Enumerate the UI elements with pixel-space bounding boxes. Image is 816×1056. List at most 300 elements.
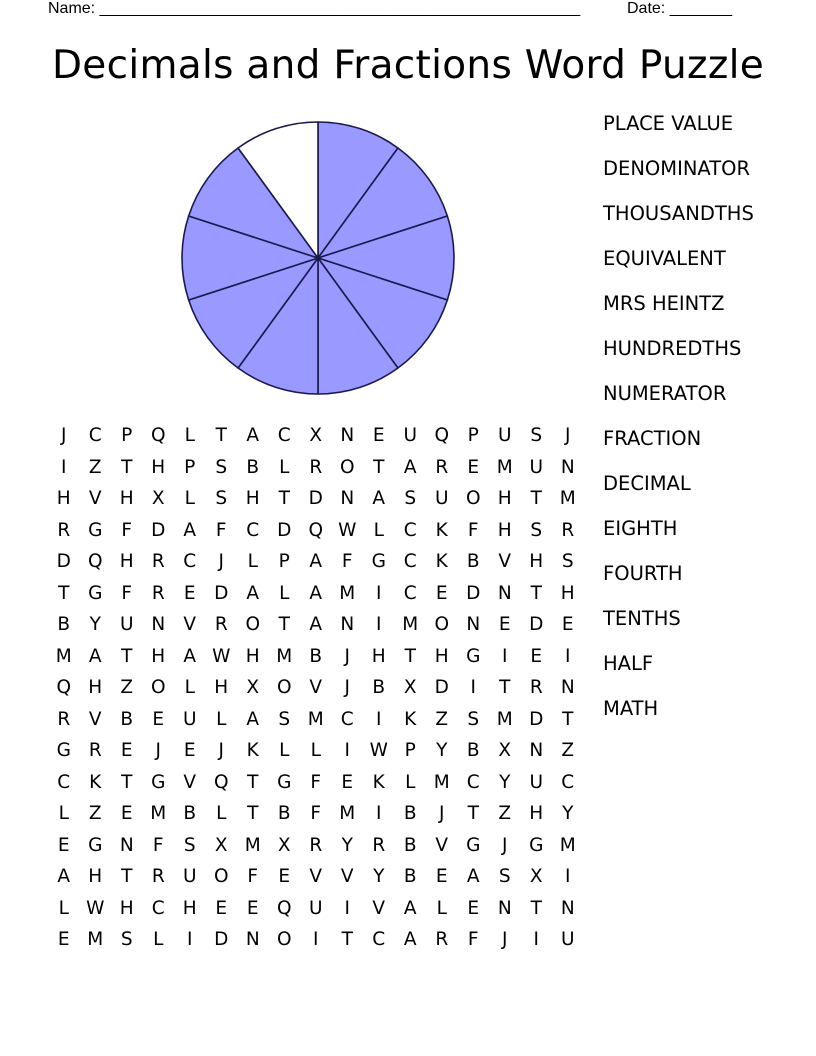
grid-letter: Z: [88, 456, 102, 478]
grid-letter: C: [561, 771, 575, 793]
grid-letter: O: [434, 614, 450, 635]
grid-letter: L: [58, 897, 69, 919]
grid-letter: B: [403, 866, 417, 887]
word-list-item: THOUSANDTHS: [603, 202, 754, 225]
grid-letter: E: [120, 740, 133, 761]
grid-letter: T: [278, 488, 290, 509]
grid-letter: D: [151, 519, 166, 541]
grid-letter: I: [61, 456, 67, 478]
grid-letter: V: [340, 866, 354, 887]
grid-letter: T: [373, 456, 385, 478]
grid-letter: N: [560, 897, 575, 919]
grid-letter: N: [560, 677, 575, 698]
grid-letter: H: [434, 645, 449, 667]
grid-letter: B: [277, 803, 291, 824]
grid-letter: R: [88, 740, 102, 761]
grid-letter: A: [88, 645, 102, 667]
grid-letter: U: [560, 929, 575, 950]
grid-letter: F: [247, 866, 259, 887]
grid-letter: O: [276, 929, 292, 950]
grid-letter: H: [497, 488, 512, 509]
grid-letter: Q: [308, 519, 324, 541]
word-list-item: HALF: [603, 652, 654, 675]
grid-letter: S: [530, 519, 543, 541]
grid-letter: E: [57, 929, 70, 950]
grid-letter: N: [245, 929, 260, 950]
word-list-item: MRS HEINTZ: [603, 292, 725, 315]
grid-letter: Q: [276, 897, 292, 919]
grid-letter: I: [376, 582, 382, 604]
grid-letter: U: [119, 614, 134, 635]
grid-letter: K: [404, 708, 417, 730]
grid-letter: C: [246, 519, 260, 541]
grid-letter: G: [56, 740, 71, 761]
grid-letter: R: [214, 614, 228, 635]
grid-letter: B: [309, 645, 323, 667]
grid-letter: O: [465, 488, 481, 509]
grid-letter: G: [371, 551, 386, 572]
grid-letter: G: [88, 834, 103, 856]
grid-letter: F: [341, 551, 353, 572]
grid-letter: Q: [87, 551, 103, 572]
grid-letter: L: [310, 740, 321, 761]
grid-letter: Q: [434, 425, 450, 446]
grid-letter: C: [403, 582, 417, 604]
grid-letter: D: [214, 929, 229, 950]
grid-letter: O: [245, 614, 261, 635]
grid-letter: S: [278, 708, 291, 730]
grid-letter: U: [182, 708, 197, 730]
word-list-item: EQUIVALENT: [603, 247, 726, 270]
grid-letter: I: [502, 645, 508, 667]
grid-letter: D: [214, 582, 229, 604]
grid-letter: J: [344, 645, 350, 667]
grid-letter: L: [216, 708, 227, 730]
grid-letter: I: [376, 803, 382, 824]
grid-letter: G: [529, 834, 544, 856]
grid-letter: Y: [89, 614, 101, 635]
grid-letter: T: [58, 582, 70, 604]
grid-letter: L: [279, 582, 290, 604]
grid-letter: K: [372, 771, 385, 793]
word-list-item: DECIMAL: [603, 472, 691, 495]
grid-letter: F: [215, 519, 227, 541]
grid-letter: L: [184, 677, 195, 698]
grid-letter: E: [152, 708, 165, 730]
grid-letter: R: [561, 519, 575, 541]
grid-letter: S: [561, 551, 574, 572]
fraction-pie-chart: [176, 116, 460, 400]
grid-letter: E: [435, 582, 448, 604]
letter-grid: [48, 420, 584, 956]
grid-letter: T: [121, 866, 133, 887]
grid-letter: A: [183, 645, 197, 667]
grid-letter: H: [56, 488, 71, 509]
grid-letter: G: [88, 582, 103, 604]
grid-letter: A: [372, 488, 386, 509]
grid-letter: M: [339, 582, 356, 604]
grid-letter: T: [121, 456, 133, 478]
grid-letter: Z: [120, 677, 134, 698]
grid-letter: R: [151, 551, 165, 572]
grid-letter: T: [499, 677, 511, 698]
grid-letter: D: [277, 519, 292, 541]
grid-letter: T: [562, 708, 574, 730]
grid-letter: D: [529, 708, 544, 730]
grid-letter: Y: [499, 771, 511, 793]
grid-letter: E: [57, 834, 70, 856]
grid-letter: L: [373, 519, 384, 541]
grid-letter: J: [344, 677, 350, 698]
grid-letter: Z: [435, 708, 449, 730]
grid-letter: B: [372, 677, 386, 698]
grid-letter: D: [529, 614, 544, 635]
grid-letter: P: [121, 425, 133, 446]
grid-letter: B: [466, 740, 480, 761]
grid-letter: K: [435, 551, 448, 572]
grid-letter: B: [246, 456, 260, 478]
grid-letter: N: [340, 614, 355, 635]
grid-letter: X: [498, 740, 512, 761]
page-title: Decimals and Fractions Word Puzzle: [51, 43, 765, 88]
grid-letter: O: [213, 866, 229, 887]
grid-letter: H: [371, 645, 386, 667]
grid-letter: F: [310, 803, 322, 824]
grid-letter: X: [529, 866, 543, 887]
grid-letter: Z: [88, 803, 102, 824]
grid-letter: A: [403, 456, 417, 478]
grid-letter: I: [565, 645, 571, 667]
grid-letter: E: [120, 803, 133, 824]
grid-letter: V: [183, 771, 197, 793]
grid-letter: M: [87, 929, 104, 950]
grid-letter: X: [277, 834, 291, 856]
grid-letter: D: [56, 551, 71, 572]
grid-letter: Y: [341, 834, 353, 856]
grid-letter: A: [309, 614, 323, 635]
grid-letter: I: [470, 677, 476, 698]
grid-letter: L: [279, 456, 290, 478]
grid-letter: G: [151, 771, 166, 793]
grid-letter: X: [403, 677, 417, 698]
grid-letter: T: [341, 929, 353, 950]
grid-letter: R: [57, 519, 71, 541]
grid-letter: V: [372, 897, 386, 919]
grid-letter: D: [466, 582, 481, 604]
grid-letter: N: [119, 834, 134, 856]
grid-letter: V: [435, 834, 449, 856]
grid-letter: A: [246, 425, 260, 446]
grid-letter: J: [565, 425, 571, 446]
grid-letter: F: [152, 834, 164, 856]
grid-letter: M: [276, 645, 293, 667]
grid-letter: I: [533, 929, 539, 950]
grid-letter: C: [88, 425, 102, 446]
grid-letter: A: [309, 582, 323, 604]
grid-letter: Y: [373, 866, 385, 887]
grid-letter: S: [215, 488, 228, 509]
grid-letter: D: [308, 488, 323, 509]
grid-letter: M: [402, 614, 419, 635]
grid-letter: C: [183, 551, 197, 572]
grid-letter: E: [341, 771, 354, 793]
grid-letter: U: [403, 425, 418, 446]
grid-letter: M: [559, 834, 576, 856]
grid-letter: V: [88, 488, 102, 509]
grid-letter: M: [307, 708, 324, 730]
grid-letter: T: [247, 771, 259, 793]
grid-letter: L: [216, 803, 227, 824]
grid-letter: U: [529, 456, 544, 478]
grid-letter: Z: [561, 740, 575, 761]
grid-letter: I: [376, 708, 382, 730]
grid-letter: E: [561, 614, 574, 635]
grid-letter: H: [119, 488, 134, 509]
word-list-item: FRACTION: [603, 427, 702, 450]
grid-letter: E: [467, 897, 480, 919]
grid-letter: W: [338, 519, 357, 541]
grid-letter: B: [403, 834, 417, 856]
grid-letter: I: [565, 866, 571, 887]
grid-letter: Q: [56, 677, 72, 698]
grid-letter: T: [530, 582, 542, 604]
grid-letter: A: [309, 551, 323, 572]
grid-letter: S: [498, 866, 511, 887]
grid-letter: E: [498, 614, 511, 635]
grid-letter: C: [372, 929, 386, 950]
grid-letter: P: [467, 425, 479, 446]
grid-letter: R: [151, 866, 165, 887]
grid-letter: C: [466, 771, 480, 793]
grid-letter: H: [529, 551, 544, 572]
grid-letter: R: [309, 456, 323, 478]
grid-letter: A: [466, 866, 480, 887]
grid-letter: B: [57, 614, 71, 635]
grid-letter: N: [497, 897, 512, 919]
grid-letter: U: [529, 771, 544, 793]
grid-letter: W: [369, 740, 388, 761]
grid-letter: J: [439, 803, 445, 824]
word-list-item: MATH: [603, 697, 659, 720]
grid-letter: O: [339, 456, 355, 478]
grid-letter: B: [403, 803, 417, 824]
grid-letter: K: [89, 771, 102, 793]
grid-letter: M: [150, 803, 167, 824]
grid-letter: S: [530, 425, 543, 446]
grid-letter: T: [530, 488, 542, 509]
grid-letter: X: [309, 425, 323, 446]
grid-letter: S: [467, 708, 480, 730]
grid-letter: N: [560, 456, 575, 478]
word-list: [603, 106, 803, 736]
grid-letter: P: [184, 456, 196, 478]
grid-letter: M: [496, 708, 513, 730]
grid-letter: R: [435, 456, 449, 478]
grid-letter: W: [86, 897, 105, 919]
grid-letter: E: [215, 897, 228, 919]
grid-letter: H: [151, 645, 166, 667]
grid-letter: B: [183, 803, 197, 824]
grid-letter: R: [57, 708, 71, 730]
grid-letter: J: [155, 740, 161, 761]
grid-letter: Y: [562, 803, 574, 824]
grid-letter: E: [246, 897, 259, 919]
grid-letter: E: [530, 645, 543, 667]
grid-letter: T: [278, 614, 290, 635]
word-list-item: EIGHTH: [603, 517, 678, 540]
grid-letter: X: [246, 677, 260, 698]
grid-letter: H: [245, 645, 260, 667]
date-field-label: Date: _______: [627, 0, 732, 17]
word-list-item: NUMERATOR: [603, 382, 727, 405]
grid-letter: M: [339, 803, 356, 824]
grid-letter: T: [530, 897, 542, 919]
grid-letter: E: [278, 866, 291, 887]
grid-letter: B: [466, 551, 480, 572]
grid-letter: J: [61, 425, 67, 446]
grid-letter: I: [344, 897, 350, 919]
grid-letter: C: [340, 708, 354, 730]
grid-letter: H: [119, 897, 134, 919]
grid-letter: H: [245, 488, 260, 509]
grid-letter: M: [559, 488, 576, 509]
grid-letter: R: [309, 834, 323, 856]
grid-letter: H: [497, 519, 512, 541]
grid-letter: M: [55, 645, 72, 667]
grid-letter: A: [57, 866, 71, 887]
grid-letter: S: [215, 456, 228, 478]
grid-letter: Y: [436, 740, 448, 761]
word-list-item: FOURTH: [603, 562, 683, 585]
grid-letter: G: [277, 771, 292, 793]
grid-letter: C: [403, 519, 417, 541]
grid-letter: L: [405, 771, 416, 793]
grid-letter: V: [498, 551, 512, 572]
grid-letter: H: [214, 677, 229, 698]
grid-letter: G: [466, 645, 481, 667]
grid-letter: E: [435, 866, 448, 887]
grid-letter: H: [529, 803, 544, 824]
grid-letter: X: [151, 488, 165, 509]
grid-letter: K: [435, 519, 448, 541]
grid-letter: W: [212, 645, 231, 667]
grid-letter: U: [497, 425, 512, 446]
grid-letter: M: [496, 456, 513, 478]
grid-letter: F: [467, 929, 479, 950]
grid-letter: R: [372, 834, 386, 856]
grid-letter: E: [183, 582, 196, 604]
header-line: [48, 0, 748, 20]
grid-letter: N: [466, 614, 481, 635]
grid-letter: H: [119, 551, 134, 572]
grid-letter: I: [344, 740, 350, 761]
grid-letter: Q: [213, 771, 229, 793]
grid-letter: C: [277, 425, 291, 446]
grid-letter: T: [247, 803, 259, 824]
grid-letter: J: [218, 551, 224, 572]
grid-letter: C: [403, 551, 417, 572]
grid-letter: N: [151, 614, 166, 635]
grid-letter: S: [120, 929, 133, 950]
grid-letter: H: [151, 456, 166, 478]
grid-letter: I: [313, 929, 319, 950]
grid-letter: K: [246, 740, 259, 761]
grid-letter: H: [182, 897, 197, 919]
grid-letter: T: [404, 645, 416, 667]
grid-letter: H: [560, 582, 575, 604]
grid-letter: A: [246, 708, 260, 730]
grid-letter: O: [276, 677, 292, 698]
grid-letter: R: [529, 677, 543, 698]
grid-letter: P: [278, 551, 290, 572]
grid-letter: G: [466, 834, 481, 856]
grid-letter: D: [434, 677, 449, 698]
grid-letter: L: [58, 803, 69, 824]
grid-letter: Z: [498, 803, 512, 824]
grid-letter: N: [340, 488, 355, 509]
grid-letter: I: [187, 929, 193, 950]
grid-letter: F: [121, 519, 133, 541]
word-list-item: TENTHS: [603, 607, 681, 630]
grid-letter: P: [404, 740, 416, 761]
grid-letter: N: [529, 740, 544, 761]
grid-letter: J: [502, 834, 508, 856]
grid-letter: H: [88, 866, 103, 887]
word-list-item: HUNDREDTHS: [603, 337, 742, 360]
grid-letter: C: [151, 897, 165, 919]
grid-letter: L: [247, 551, 258, 572]
grid-letter: L: [436, 897, 447, 919]
grid-letter: L: [184, 488, 195, 509]
grid-letter: B: [120, 708, 134, 730]
grid-letter: T: [215, 425, 227, 446]
grid-letter: E: [467, 456, 480, 478]
grid-letter: U: [308, 897, 323, 919]
grid-letter: L: [153, 929, 164, 950]
grid-letter: H: [88, 677, 103, 698]
grid-letter: M: [244, 834, 261, 856]
grid-letter: L: [279, 740, 290, 761]
grid-letter: G: [88, 519, 103, 541]
grid-letter: N: [340, 425, 355, 446]
grid-letter: O: [150, 677, 166, 698]
grid-letter: V: [183, 614, 197, 635]
grid-letter: I: [376, 614, 382, 635]
grid-letter: A: [183, 519, 197, 541]
grid-letter: A: [246, 582, 260, 604]
grid-letter: V: [309, 677, 323, 698]
grid-letter: E: [372, 425, 385, 446]
word-list-item: PLACE VALUE: [603, 112, 734, 135]
grid-letter: N: [497, 582, 512, 604]
grid-letter: A: [403, 897, 417, 919]
grid-letter: T: [467, 803, 479, 824]
grid-letter: L: [184, 425, 195, 446]
grid-letter: S: [404, 488, 417, 509]
grid-letter: Q: [150, 425, 166, 446]
grid-letter: S: [183, 834, 196, 856]
grid-letter: R: [435, 929, 449, 950]
grid-letter: C: [57, 771, 71, 793]
name-field-label: Name: ______________________________________________________: [48, 0, 581, 17]
grid-letter: V: [88, 708, 102, 730]
grid-letter: A: [403, 929, 417, 950]
grid-letter: M: [433, 771, 450, 793]
word-list-item: DENOMINATOR: [603, 157, 751, 180]
grid-letter: U: [182, 866, 197, 887]
grid-letter: V: [309, 866, 323, 887]
grid-letter: U: [434, 488, 449, 509]
